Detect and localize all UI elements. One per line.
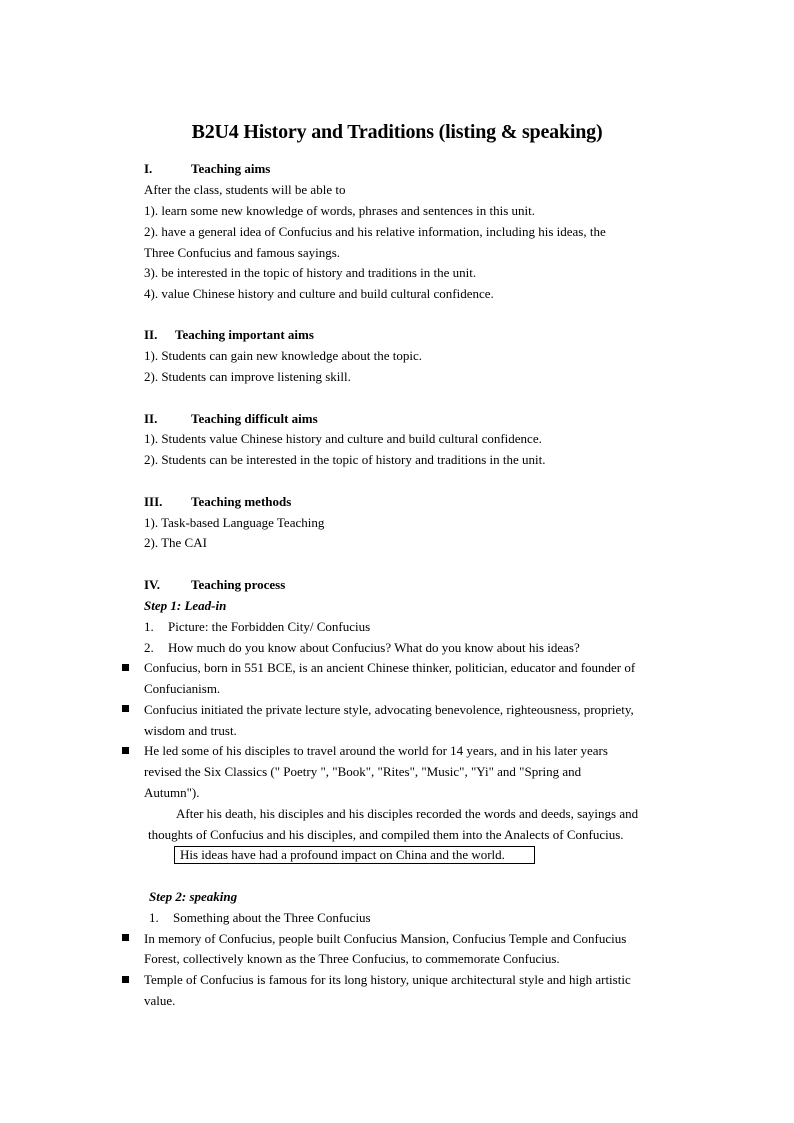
list-number: 1. bbox=[144, 619, 154, 634]
bullet-text: revised the Six Classics (" Poetry ", "Book", "Rites", "Music", "Yi" and "Spring and bbox=[144, 764, 582, 779]
paragraph-line: After his death, his disciples and his disciples recorded the words and deeds, sayings and bbox=[176, 806, 639, 821]
bullet-text: He led some of his disciples to travel around the world for 14 years, and in his later years bbox=[144, 743, 608, 758]
step1-list-item bbox=[144, 640, 580, 656]
important-item: 1). Students can gain new knowledge about the topic. bbox=[144, 348, 422, 363]
aims-intro: After the class, students will be able to bbox=[144, 182, 346, 197]
section-heading-important bbox=[144, 327, 314, 343]
bullet-text: Confucius initiated the private lecture style, advocating benevolence, righteousness, propriety, bbox=[144, 702, 634, 717]
bullet-text: wisdom and trust. bbox=[144, 723, 237, 738]
list-text: How much do you know about Confucius? What do you know about his ideas? bbox=[168, 640, 580, 655]
section-heading-difficult bbox=[144, 411, 318, 427]
step1-list-item bbox=[144, 619, 370, 635]
section-numeral: II. bbox=[144, 327, 158, 342]
bullet-text: Autumn"). bbox=[144, 785, 200, 800]
section-numeral: IV. bbox=[144, 577, 161, 592]
bullet-text: Temple of Confucius is famous for its long history, unique architectural style and high artistic bbox=[144, 972, 631, 987]
list-text: Something about the Three Confucius bbox=[173, 910, 371, 925]
square-bullet-icon bbox=[122, 976, 129, 983]
bullet-text: Forest, collectively known as the Three Confucius, to commemorate Confucius. bbox=[144, 951, 560, 966]
paragraph-line: thoughts of Confucius and his disciples, and compiled them into the Analects of Confucius. bbox=[148, 827, 624, 842]
section-title: Teaching process bbox=[191, 577, 286, 592]
list-number: 2. bbox=[144, 640, 154, 655]
section-title: Teaching methods bbox=[191, 494, 292, 509]
boxed-text: His ideas have had a profound impact on China and the world. bbox=[180, 847, 505, 862]
list-text: Picture: the Forbidden City/ Confucius bbox=[168, 619, 371, 634]
section-heading-process bbox=[144, 577, 285, 593]
methods-item: 2). The CAI bbox=[144, 535, 207, 550]
aims-item: Three Confucius and famous sayings. bbox=[144, 245, 341, 260]
section-numeral: I. bbox=[144, 161, 153, 176]
page-title: B2U4 History and Traditions (listing & speaking) bbox=[191, 121, 603, 143]
bullet-text: Confucianism. bbox=[144, 681, 221, 696]
square-bullet-icon bbox=[122, 705, 129, 712]
section-title: Teaching important aims bbox=[175, 327, 314, 342]
important-item: 2). Students can improve listening skill. bbox=[144, 369, 351, 384]
bullet-text: value. bbox=[144, 993, 176, 1008]
square-bullet-icon bbox=[122, 664, 129, 671]
bullet-text: In memory of Confucius, people built Confucius Mansion, Confucius Temple and Confucius bbox=[144, 931, 627, 946]
step1-label: Step 1: Lead-in bbox=[144, 598, 227, 613]
aims-item: 1). learn some new knowledge of words, phrases and sentences in this unit. bbox=[144, 203, 535, 218]
difficult-item: 1). Students value Chinese history and culture and build cultural confidence. bbox=[144, 431, 542, 446]
methods-item: 1). Task-based Language Teaching bbox=[144, 515, 325, 530]
list-number: 1. bbox=[149, 910, 159, 925]
square-bullet-icon bbox=[122, 934, 129, 941]
square-bullet-icon bbox=[122, 747, 129, 754]
difficult-item: 2). Students can be interested in the topic of history and traditions in the unit. bbox=[144, 452, 546, 467]
bullet-text: Confucius, born in 551 BCE, is an ancient Chinese thinker, politician, educator and founder of bbox=[144, 660, 636, 675]
section-heading-aims bbox=[144, 161, 270, 177]
section-numeral: III. bbox=[144, 494, 163, 509]
section-heading-methods bbox=[144, 494, 291, 510]
section-title: Teaching difficult aims bbox=[191, 411, 318, 426]
section-numeral: II. bbox=[144, 411, 158, 426]
step2-label: Step 2: speaking bbox=[149, 889, 238, 904]
aims-item: 4). value Chinese history and culture and build cultural confidence. bbox=[144, 286, 494, 301]
aims-item: 3). be interested in the topic of history and traditions in the unit. bbox=[144, 265, 477, 280]
aims-item: 2). have a general idea of Confucius and his relative information, including his ideas, the bbox=[144, 224, 606, 239]
section-title: Teaching aims bbox=[191, 161, 271, 176]
step2-list-item bbox=[149, 910, 371, 926]
